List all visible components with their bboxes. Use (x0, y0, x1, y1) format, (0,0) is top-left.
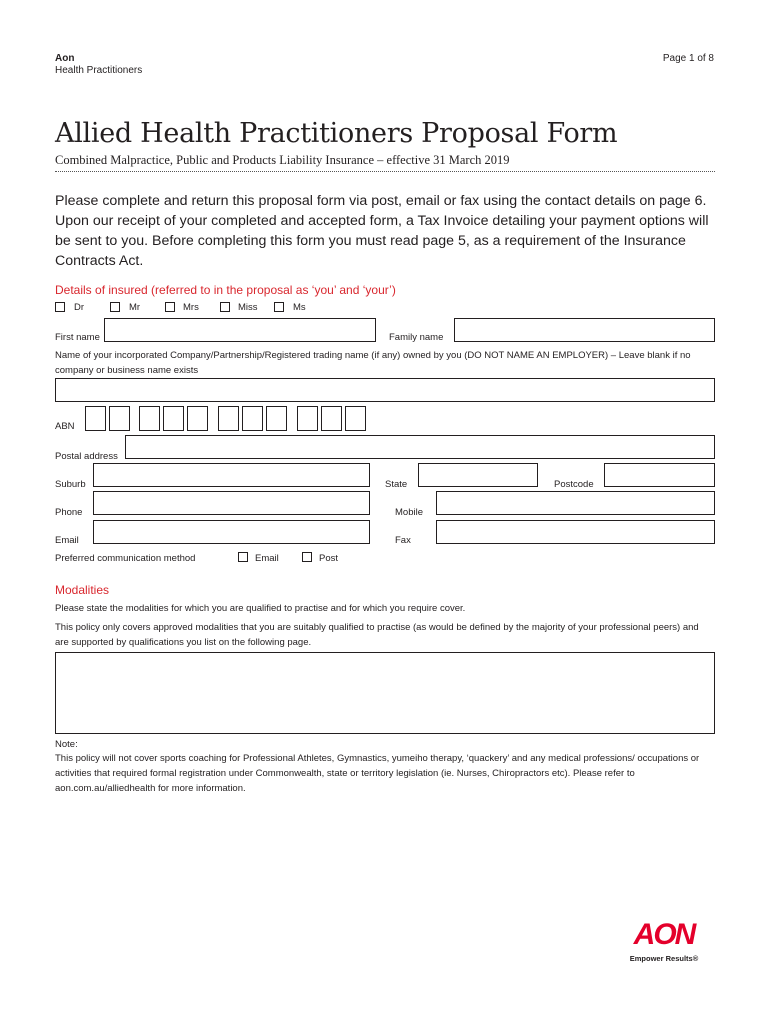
method-post-label: Post (319, 553, 339, 564)
postcode-field[interactable] (604, 463, 715, 487)
email-field[interactable] (93, 520, 370, 544)
company-name-note: Name of your incorporated Company/Partnership/Registered trading name (if any) owned by you (DO NOT NAME AN EMPLOYER) – Leave blank if no company or business name exists (55, 350, 691, 376)
header-division: Health Practitioners (55, 65, 143, 76)
suburb-field[interactable] (93, 463, 370, 487)
first-name-field[interactable] (104, 318, 376, 342)
abn-digit-cell[interactable] (187, 406, 208, 431)
abn-digit-cell[interactable] (139, 406, 160, 431)
preferred-method-label: Preferred communication method (55, 553, 196, 564)
abn-digit-cell[interactable] (321, 406, 342, 431)
modalities-instruction: Please state the modalities for which you are qualified to practise and for which you require cover. (55, 603, 466, 614)
svg-text:AON: AON (633, 918, 695, 948)
header-company: Aon (55, 53, 75, 64)
aon-logo (626, 918, 702, 963)
note-body: This policy will not cover sports coaching for Professional Athletes, Gymnastics, yumeiho therapy, ‘quackery’ and any medical professions/ occupations or activities that required formal registration under Commonwealth, state or territory legislation (ie. Nurses, Chiropractors etc). Please refer to aon.com.au/alliedhealth for more information. (55, 753, 700, 794)
postal-address-label: Postal address (55, 451, 118, 462)
family-name-label: Family name (389, 332, 444, 343)
modalities-heading: Modalities (55, 583, 110, 597)
abn-digit-cell[interactable] (109, 406, 130, 431)
abn-digit-cell[interactable] (163, 406, 184, 431)
abn-digit-cell[interactable] (345, 406, 366, 431)
modalities-coverage-text: This policy only covers approved modalities that you are suitably qualified to practise (as would be defined by the majority of your professional peers) and are supported by qualifications you list on the following page. (55, 622, 699, 648)
method-post-checkbox[interactable] (302, 552, 312, 562)
method-email-label: Email (255, 553, 279, 564)
aon-wordmark (626, 918, 702, 948)
postcode-label: Postcode (554, 479, 594, 490)
mobile-field[interactable] (436, 491, 715, 515)
note-title: Note: (55, 739, 78, 750)
title-ms-label: Ms (293, 302, 306, 313)
postal-address-field[interactable] (125, 435, 715, 459)
page-subtitle: Combined Malpractice, Public and Products Liability Insurance – effective 31 March 2019 (55, 153, 510, 167)
abn-digit-cell[interactable] (85, 406, 106, 431)
page-title: Allied Health Practitioners Proposal Form (55, 118, 618, 149)
email-label: Email (55, 535, 79, 546)
abn-digit-cell[interactable] (297, 406, 318, 431)
suburb-label: Suburb (55, 479, 86, 490)
title-ms-checkbox[interactable] (274, 302, 284, 312)
title-dr-checkbox[interactable] (55, 302, 65, 312)
title-mr-label: Mr (129, 302, 141, 313)
phone-label: Phone (55, 507, 83, 518)
title-miss-checkbox[interactable] (220, 302, 230, 312)
family-name-field[interactable] (454, 318, 715, 342)
title-mrs-label: Mrs (183, 302, 199, 313)
abn-digit-cell[interactable] (218, 406, 239, 431)
abn-digit-cell[interactable] (266, 406, 287, 431)
modalities-field[interactable] (55, 652, 715, 734)
title-mr-checkbox[interactable] (110, 302, 120, 312)
insured-section-heading: Details of insured (referred to in the proposal as ‘you’ and ‘your’) (55, 283, 396, 297)
fax-field[interactable] (436, 520, 715, 544)
intro-paragraph: Please complete and return this proposal form via post, email or fax using the contact details on page 6. Upon our receipt of your completed and accepted form, a Tax Invoice detailing your payment options will be sent to you. Before completing this form you must read page 5, as a requirement of the Insurance Contracts Act. (55, 193, 709, 269)
abn-digit-cell[interactable] (242, 406, 263, 431)
dotted-divider (55, 171, 715, 172)
fax-label: Fax (395, 535, 411, 546)
title-miss-label: Miss (238, 302, 258, 313)
state-label: State (385, 479, 408, 490)
page-number: Page 1 of 8 (662, 53, 714, 64)
mobile-label: Mobile (395, 507, 423, 518)
state-field[interactable] (418, 463, 538, 487)
title-dr-label: Dr (74, 302, 85, 313)
first-name-label: First name (55, 332, 100, 343)
phone-field[interactable] (93, 491, 370, 515)
abn-label: ABN (55, 421, 75, 432)
aon-tagline: Empower Results® (629, 954, 699, 963)
company-name-field[interactable] (55, 378, 715, 402)
title-mrs-checkbox[interactable] (165, 302, 175, 312)
method-email-checkbox[interactable] (238, 552, 248, 562)
